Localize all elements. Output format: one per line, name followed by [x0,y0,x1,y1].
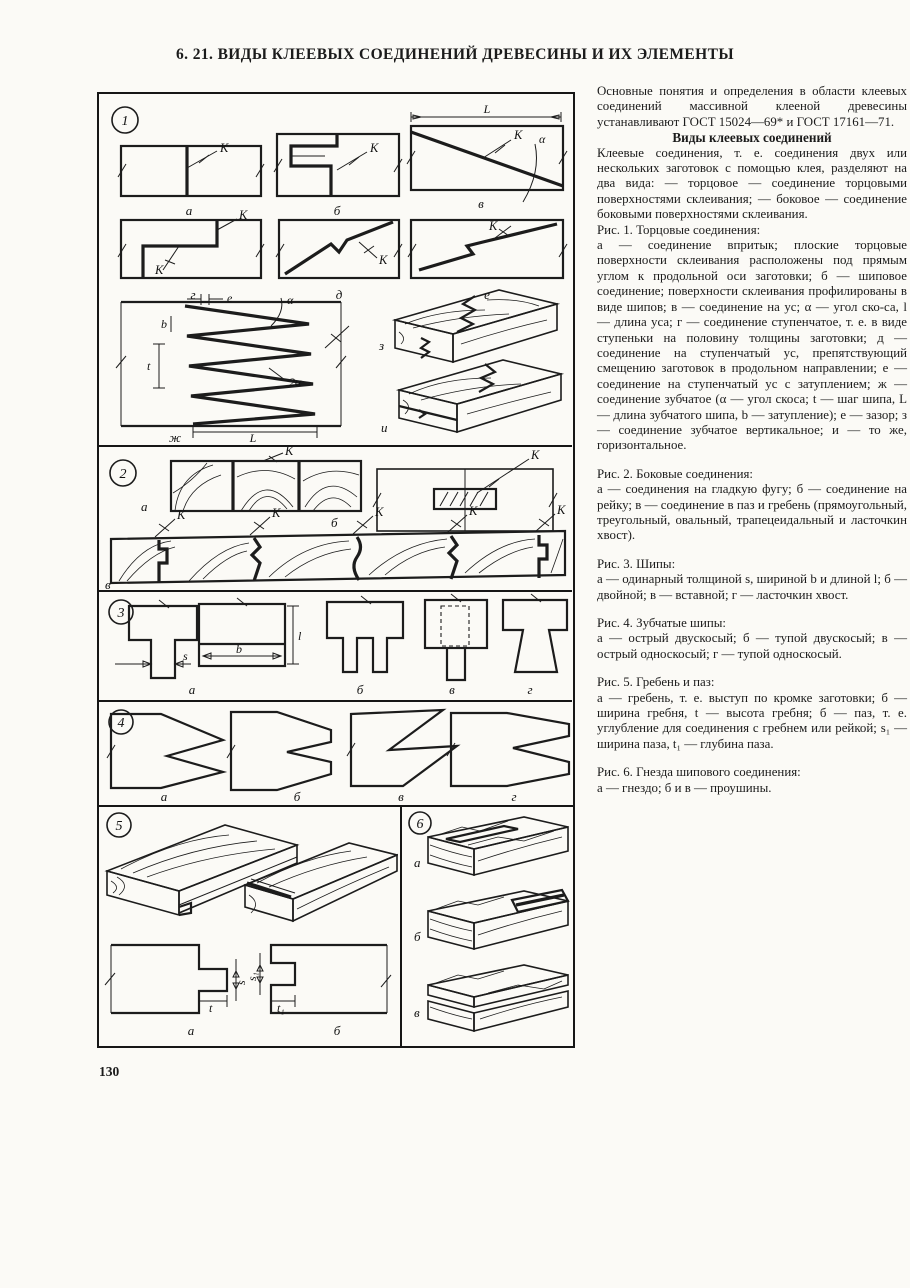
diagram-1g-step-joint [118,208,264,302]
glue-mark: К [469,504,478,518]
diagram-1z-vertical-finger-block [378,290,557,362]
diagram-label: в [414,1005,420,1020]
glue-mark: К [155,263,164,277]
glue-mark: К [285,447,294,458]
diagram-label: д [335,287,343,302]
diagram-label: б [293,789,301,804]
dim-L: L [249,431,257,445]
figure-panel-5 [99,805,400,1047]
panel-number: 3 [117,606,125,621]
diagram-label: ж [168,430,182,445]
glue-mark: К [531,448,540,462]
glue-mark: К [379,253,388,267]
caption-fig2 [597,467,907,544]
caption-body: а — гнездо; б и в — проушины. [597,780,772,795]
caption-fig4 [597,616,907,662]
glue-mark: К [239,208,248,222]
diagram-4v-sharp-single-bevel [347,710,457,786]
joint-types-paragraph: Клеевые соединения, т. е. соединения двух или нескольких заготовок с помощью клея, разделяют на два вида: — торцовое — соединение торцовыми поверхностями склеивания; — боковое — соединение боковыми поверхностями склеивания. [597,145,907,222]
diagram-label: а [188,682,196,697]
diagram-1a-butt-joint [118,141,264,218]
glue-mark: К [272,506,281,520]
diagram-label: б [333,203,341,218]
page-number: 130 [99,1064,120,1079]
diagram-3a-tenon-dims [199,598,302,666]
dim-t1: t₁ [277,1001,285,1015]
diagram-label: г [511,789,517,804]
text-column [597,84,907,809]
diagram-label: а [185,203,193,218]
panel3-drawing [99,592,572,700]
dim-s: s [183,649,188,663]
dim-alpha: α [287,293,294,307]
dim-alpha: α [539,132,546,146]
dim-2alpha: 2α [289,375,302,389]
caption-title: Рис. 6. Гнезда шипового соединения: [597,765,801,780]
figure-panel-2 [99,445,572,592]
glue-mark: К [557,503,566,517]
diagram-label: а [160,789,168,804]
caption-title: Рис. 3. Шипы: [597,556,676,571]
dim-b: b [161,317,167,331]
diagram-1b-tenon-joint [274,134,402,218]
diagram-label: а [187,1023,195,1038]
diagram-1e-blunted-scarf [408,219,567,302]
figure-box [97,92,575,1048]
diagram-label: б [331,515,338,530]
diagram-6b-open-slot [428,890,568,949]
diagram-5-cross-section [105,945,391,1038]
diagram-label: а [414,855,421,870]
panel-number: 6 [416,817,424,832]
glue-mark: К [370,141,379,155]
diagram-1i-horizontal-finger-block [381,360,561,435]
figure-panel-1 [99,94,572,445]
diagram-label: з [379,338,385,353]
page-title: 6. 21. ВИДЫ КЛЕЕВЫХ СОЕДИНЕНИЙ ДРЕВЕСИНЫ И ИХ ЭЛЕМЕНТЫ [176,46,734,63]
panel1-number-badge [112,107,138,133]
diagram-label: в [105,577,111,590]
glue-mark: К [514,128,523,142]
caption-title: Рис. 4. Зубчатые шипы: [597,616,726,630]
dim-s: s [234,980,248,985]
glue-mark: К [375,505,384,519]
diagram-label: г [527,682,533,697]
diagram-4g-blunt-single-bevel [447,713,569,786]
diagram-4b-blunt-double-bevel [227,712,331,790]
panel5-number-badge [107,813,131,837]
caption-fig1 [597,223,907,454]
diagram-label: б [414,929,421,944]
panel-number: 5 [115,819,123,834]
panel5-drawing [99,807,398,1045]
panel4-drawing [99,702,572,805]
caption-fig6 [597,765,907,796]
diagram-3v-inserted-tenon [425,594,487,680]
diagram-label: в [449,682,455,697]
panel2-number-badge [110,460,136,486]
caption-title: Рис. 1. Торцовые соединения: [597,222,761,237]
dim-l: l [298,629,302,643]
section-heading: Виды клеевых соединений [672,130,832,146]
panel2-drawing [99,447,572,590]
caption-fig3 [597,557,907,603]
dim-e: е [227,291,233,305]
panel1-drawing [99,94,572,445]
panel6-number-badge [409,812,431,834]
diagram-2a-plain-edge-joint [141,447,361,514]
glue-mark: К [489,219,498,233]
panel-number: 1 [121,114,129,129]
figure-panel-4 [99,700,572,807]
diagram-5-board-with-comb [107,825,297,915]
glue-mark: К [220,141,229,155]
panel-number: 4 [117,716,125,731]
dim-L: L [483,102,491,116]
diagram-2b-spline-joint [331,448,557,531]
caption-title: Рис. 5. Гребень и паз: [597,675,715,690]
figure-panel-3 [99,590,572,702]
dim-b: b [236,642,242,656]
diagram-3g-dovetail-tenon [503,594,567,672]
intro-paragraph: Основные понятия и определения в области клеевых соединений массивной клееной древесины устанавливают ГОСТ 15024—69* и ГОСТ 17161—71. [597,84,907,129]
diagram-3a-single-tenon [115,600,197,678]
dim-t: t [147,359,151,373]
caption-body: а — острый двускосый; б — тупой двускосый; в — острый односкосый; г — тупой односкосый. [597,631,907,661]
diagram-5-board-with-groove [245,843,397,921]
glue-mark: К [177,508,186,522]
panel-number: 2 [119,467,127,482]
diagram-label: а [141,499,148,514]
diagram-label: в [398,789,404,804]
diagram-3b-double-tenon [327,596,403,672]
diagram-1v-scarf-joint [407,102,567,211]
dim-s1: s₁ [245,972,259,981]
caption-title: Рис. 2. Боковые соединения: [597,466,753,481]
caption-body: а — одинарный толщиной s, шириной b и длиной l; б — двойной; в — вставной; г — ласточкин хвост. [597,572,907,602]
dim-t: t [209,1001,213,1015]
figure-panel-6 [400,805,574,1047]
diagram-label: е [484,287,490,302]
diagram-label: г [190,287,196,302]
diagram-label: в [478,196,484,211]
caption-body: а — гребень, т. е. выступ по кромке заготовки; б — ширина гребня, t — высота гребня; б — паз, т. е. углубление для соединения с гребнем или рейкой; s₁ — ширина паза, t₁ — глубина паза. [597,690,907,751]
diagram-label: б [333,1023,341,1038]
caption-fig5 [597,675,907,752]
diagram-1d-stepped-scarf [276,220,402,302]
diagram-6v-through-slot [428,965,568,1031]
diagram-6a-closed-mortise [428,817,568,875]
diagram-1zh-finger-joint-detail [116,291,349,445]
caption-body: а — соединения на гладкую фугу; б — соединение на рейку; в — соединение в паз и гребень (прямоугольный, треугольный, овальный, трапецеидальный и ласточкин хвост). [597,482,907,543]
diagram-label: и [381,420,388,435]
panel6-drawing [402,807,572,1045]
caption-body: а — соединение впритык; плоские торцовые поверхности склеивания расположены под прямым углом к продольной оси заготовки; б — шиповое соединение; поверхности склеивания профилированы в виде шипов; в — соединение на ус; α — угол ско-са, l — длина уса; г — соединение ступенчатое, т. е. в виде ступеньки на половину толщины заготовки; д — соединение на ступенчатый ус, препятствующий смещению заготовок в продольном направлении; е — соединение на ступенчатый ус с затуплением; ж — соединение зубчатое (α — угол скоса; t — шаг шипа, L — длина зубчатого шипа, b — затупление); е — зазор; з — соединение зубчатое вертикальное; и — то же, горизонтальное. [597,238,907,453]
diagram-label: б [356,682,364,697]
